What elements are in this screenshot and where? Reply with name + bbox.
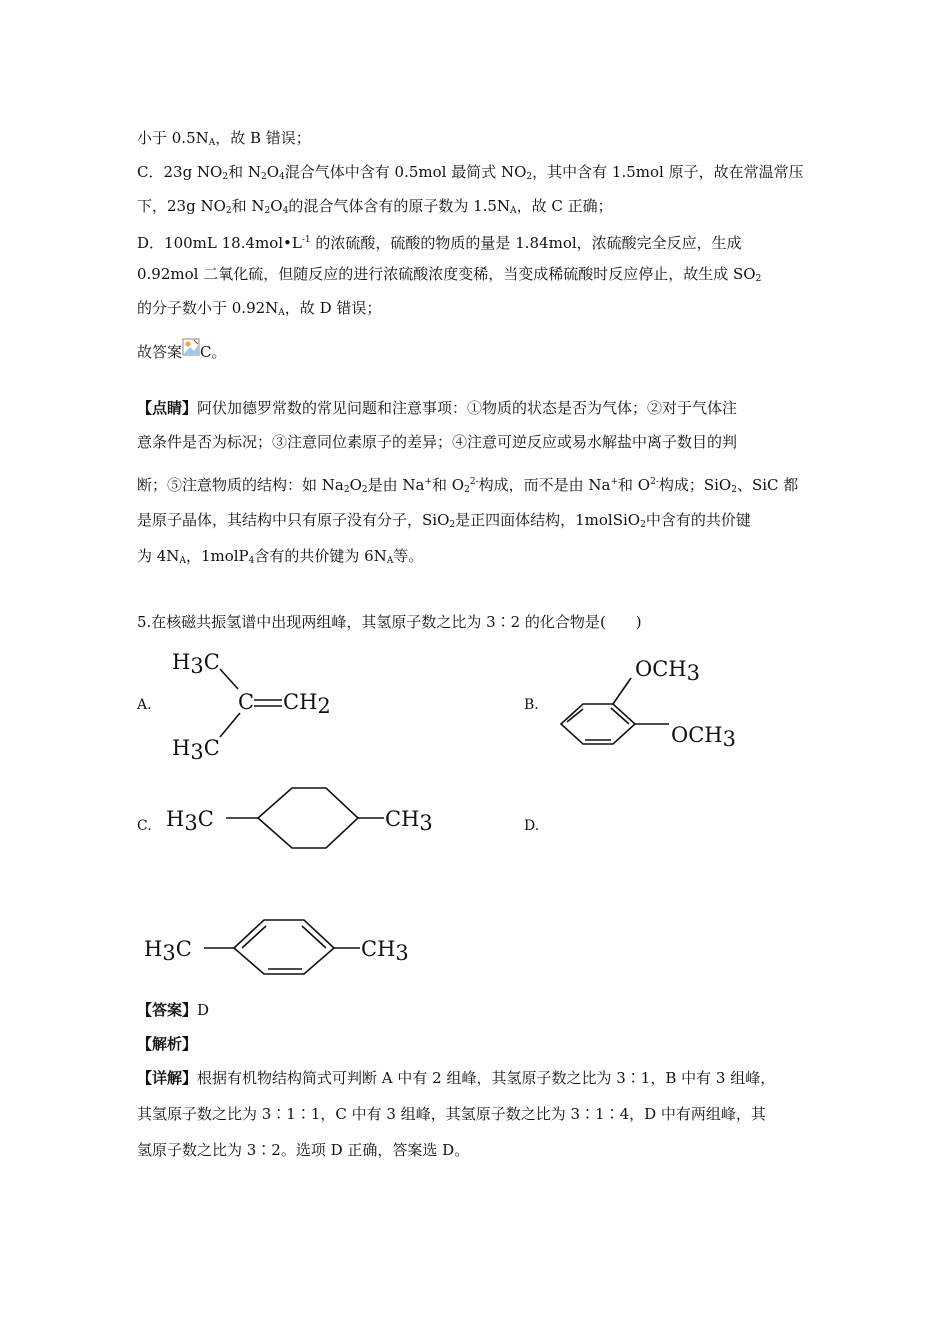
svg-text:OCH3: OCH3: [635, 657, 700, 685]
structure-c-dimethylcyclohexane: [164, 780, 454, 852]
svg-text:H3C: H3C: [144, 937, 192, 965]
text-line-6: 的分子数小于 $0.92N_A$，故 D 错误；: [137, 299, 382, 318]
note-line-5: 为 $4N_A$，1molP$_4$含有的共价键为 $6N_A$等。: [137, 547, 424, 566]
structure-b-dimethoxybenzene: [553, 652, 753, 774]
note-line-4: 是原子晶体，其结构中只有原子没有分子，SiO$_2$是正四面体结构，1molSiO$_2$中含有的共价键: [137, 511, 751, 530]
answer-value: D: [197, 1001, 210, 1019]
answer-line: [137, 1000, 209, 1020]
question-stem: 5.在核磁共振氢谱中出现两组峰，其氢原子数之比为 3∶2 的化合物是( ): [137, 613, 642, 631]
detail-tag: 【详解】: [137, 1069, 198, 1087]
structure-a-isobutylene: [170, 645, 345, 765]
svg-text:OCH3: OCH3: [671, 723, 736, 751]
svg-text:H3C: H3C: [166, 807, 214, 835]
svg-text:CH3: CH3: [361, 937, 409, 965]
svg-text:CH2: CH2: [283, 690, 331, 718]
text-line-4: D．100mL $18.4mol•L^{-1}$ 的浓硫酸，硫酸的物质的量是 1.84mol，浓硫酸完全反应，生成: [137, 234, 742, 252]
detail-line-1: 【详解】根据有机物结构简式可判断 A 中有 2 组峰，其氢原子数之比为 3∶1，B 中有 3 组峰，: [137, 1069, 776, 1087]
svg-text:CH3: CH3: [385, 807, 433, 835]
option-c-label: C.: [137, 818, 152, 834]
text-line-7: 故答案 C。: [137, 342, 227, 362]
note-line-1: 【点睛】阿伏加德罗常数的常见问题和注意事项：①物质的状态是否为气体；②对于气体注: [137, 399, 738, 417]
option-b-label: B.: [524, 697, 539, 713]
option-d-label: D.: [524, 818, 540, 834]
answer-tag: 【答案】: [137, 1001, 198, 1019]
option-a-label: A.: [137, 697, 152, 713]
broken-image-icon: [182, 338, 200, 356]
text-line-1: 小于 $0.5N_A$，故 B 错误；: [137, 129, 311, 148]
svg-text:H3C: H3C: [172, 650, 220, 678]
detail-line-2: 其氢原子数之比为 3∶1∶1，C 中有 3 组峰，其氢原子数之比为 3∶1∶4，D 中有两组峰，其: [137, 1105, 766, 1123]
text-line-3: 下，23g $NO_2$和 $N_2O_4$的混合气体含有的原子数为 $1.5N_A$，故 C 正确；: [137, 197, 613, 216]
text-line-2: C．23g $NO_2$和 $N_2O_4$混合气体中含有 0.5mol 最简式 $NO_2$，其中含有 1.5mol 原子，故在常温常压: [137, 163, 804, 182]
structure-d-para-xylene: [142, 910, 427, 982]
note-line-2: 意条件是否为标况；③注意同位素原子的差异；④注意可逆反应或易水解盐中离子数目的判: [137, 433, 738, 451]
svg-text:H3C: H3C: [172, 736, 220, 764]
note-line-3: 断；⑤注意物质的结构：如 $Na_2O_2$是由 Na+和 $O_2^{2-}$构成，而不是由 Na+和 $O^{2-}$构成；SiO$_2$、SiC 都: [137, 476, 799, 495]
detail-line-3: 氢原子数之比为 3∶2。选项 D 正确，答案选 D。: [137, 1141, 470, 1159]
text-line-5: 0.92mol 二氧化硫，但随反应的进行浓硫酸浓度变稀，当变成稀硫酸时反应停止，故生成 $SO_2$: [137, 265, 762, 284]
analysis-tag: 【解析】: [137, 1035, 198, 1053]
analysis-line: [137, 1034, 197, 1054]
svg-text:C: C: [238, 690, 255, 714]
note-tag: 【点睛】: [137, 399, 198, 417]
